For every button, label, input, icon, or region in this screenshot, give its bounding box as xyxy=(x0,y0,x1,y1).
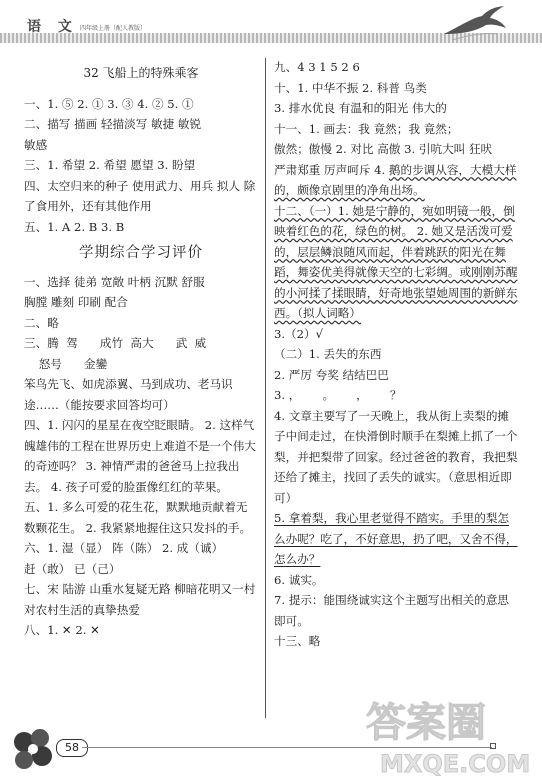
answer-line: 3. 排水优良 有温和的阳光 伟大的 xyxy=(274,101,447,115)
answer-line: 7. 提示：能围绕诚实这个主题写出相关的意思即可。 xyxy=(274,593,510,628)
answer-line: 八、1. ✕ 2. ✕ xyxy=(24,623,100,637)
answer-line: 6. 诚实。 xyxy=(274,572,324,587)
answer-line: 傲然；傲慢 2. 对比 高傲 3. 引吭大叫 狂吠 xyxy=(274,142,493,156)
answer-line: 一、1. ⑤ 2. ① 3. ③ 4. ② 5. ① xyxy=(24,96,194,111)
answer-line: 严肃郑重 厉声呵斥 4. 鹅的步调从容，大模大样的，颇像京剧里的净角出场。 xyxy=(274,162,517,197)
underlined-phrase: 鹅的步调从容，大模大样的，颇像京剧里的净角出场。 xyxy=(274,162,517,197)
subject-title: 语 文 xyxy=(27,19,78,35)
answer-line: 十一、1. 画去：我 竟然；我 竟然； xyxy=(274,121,459,136)
answer-line: 2. 严厉 夸奖 结结巴巴 xyxy=(274,367,389,382)
flower-icon xyxy=(8,724,58,774)
answer-line: 二、描写 描画 轻描淡写 敏捷 敏锐 xyxy=(24,117,202,131)
page-number: 58 xyxy=(56,739,88,757)
answer-line: （二）1. 丢失的东西 xyxy=(274,347,382,361)
right-column xyxy=(274,57,518,652)
answer-line: 笨鸟先飞、如虎添翼、马到成功、老马识途……（能按要求回答均可） xyxy=(24,377,233,412)
answer-line: 胸膛 雕刻 印刷 配合 xyxy=(24,295,128,309)
answer-line: 五、1. A 2. B 3. B xyxy=(24,219,125,234)
watermark-text-bottom: MXQE.COM xyxy=(380,750,531,778)
answer-line: 赶（敢） 已（己） xyxy=(24,561,121,576)
answer-line: 五、1. 多么可爱的花生花，默默地贡献着无数颗花生。 2. 我紧紧地握住这只发抖的手。 xyxy=(24,500,252,535)
footer-square-icon xyxy=(490,743,496,749)
answer-line-underlined: 5. 拿着梨，我心里老觉得不踏实。手里的梨怎么办呢？吃了，不好意思，扔了吧，又舍不得，怎么办？ xyxy=(274,511,518,566)
page-header xyxy=(0,0,542,48)
answer-line: 六、1. 湿（显） 阵（陈） 2. 成（诚） xyxy=(24,541,224,555)
footer-rule xyxy=(82,747,492,748)
watermark-logo xyxy=(360,688,540,778)
answer-line: 四、1. 闪闪的星星在夜空眨眼睛。 2. 这样气魄雄伟的工程在世界历史上难道不是一个伟大的奇迹吗？ 3. 神情严肃的爸爸马上拉我出去。 4. 孩子可爱的脸蛋像红红的苹果。 xyxy=(24,418,256,494)
left-column xyxy=(24,57,258,641)
answer-line: 三、1. 希望 2. 希望 愿望 3. 盼望 xyxy=(24,158,196,172)
answer-line: 十三、略 xyxy=(274,634,321,648)
answer-line: 一、选择 徒弟 宽敞 叶柄 沉默 舒服 xyxy=(24,274,205,289)
answer-line: 十、1. 中华不振 2. 科普 鸟类 xyxy=(274,80,427,95)
lesson-title: 32 飞船上的特殊乘客 xyxy=(83,66,199,80)
watermark-text-top: 答案圈 xyxy=(366,700,486,746)
answer-line: 九、4 3 1 5 2 6 xyxy=(274,60,360,74)
grade-edition: 四年级上册（配人教版） xyxy=(80,25,147,32)
swallow-icon xyxy=(442,4,508,42)
answer-line: 七、宋 陆游 山重水复疑无路 柳暗花明又一村 对农村生活的真挚热爱 xyxy=(24,582,256,617)
answer-line: 四、太空归来的种子 使用武力、用兵 拟人 除了食用外，还有其他作用 xyxy=(24,178,256,213)
column-divider xyxy=(265,58,266,718)
answer-line: 4. 文章主要写了一天晚上，我从街上卖梨的摊子中间走过，在快滑倒时顺手在梨摊上抓了一个梨，并把梨带了回家。经过爸爸的教育，我把梨还给了摊主，找回了丢失的诚实。（意思相近即可） xyxy=(274,408,518,505)
answer-line: 怒号 金鑾 xyxy=(24,356,108,371)
section-heading: 学期综合学习评价 xyxy=(79,245,203,261)
answer-line: 3.（2）√ xyxy=(274,326,324,341)
answer-line: 3. ， 。 ， ？ xyxy=(274,388,402,402)
answer-line: 三、腾 驾 成竹 高大 武 威 xyxy=(24,336,207,350)
answer-line-underlined: 十二、（一）1. 她是宁静的，宛如明镜一般，倒映着红色的花，绿色的树。 2. 她又是活泼可爱的，层层鳞浪随风而起，伴着跳跃的阳光在舞蹈，舞姿优美得就像天空的七彩绸。或刚刚苏醒的小河揉了揉眼睛，好奇地张望她周围的新鲜东西。（拟人词略） xyxy=(274,203,518,320)
answer-line: 二、略 xyxy=(24,315,59,330)
answer-line: 敏感 xyxy=(24,137,48,152)
